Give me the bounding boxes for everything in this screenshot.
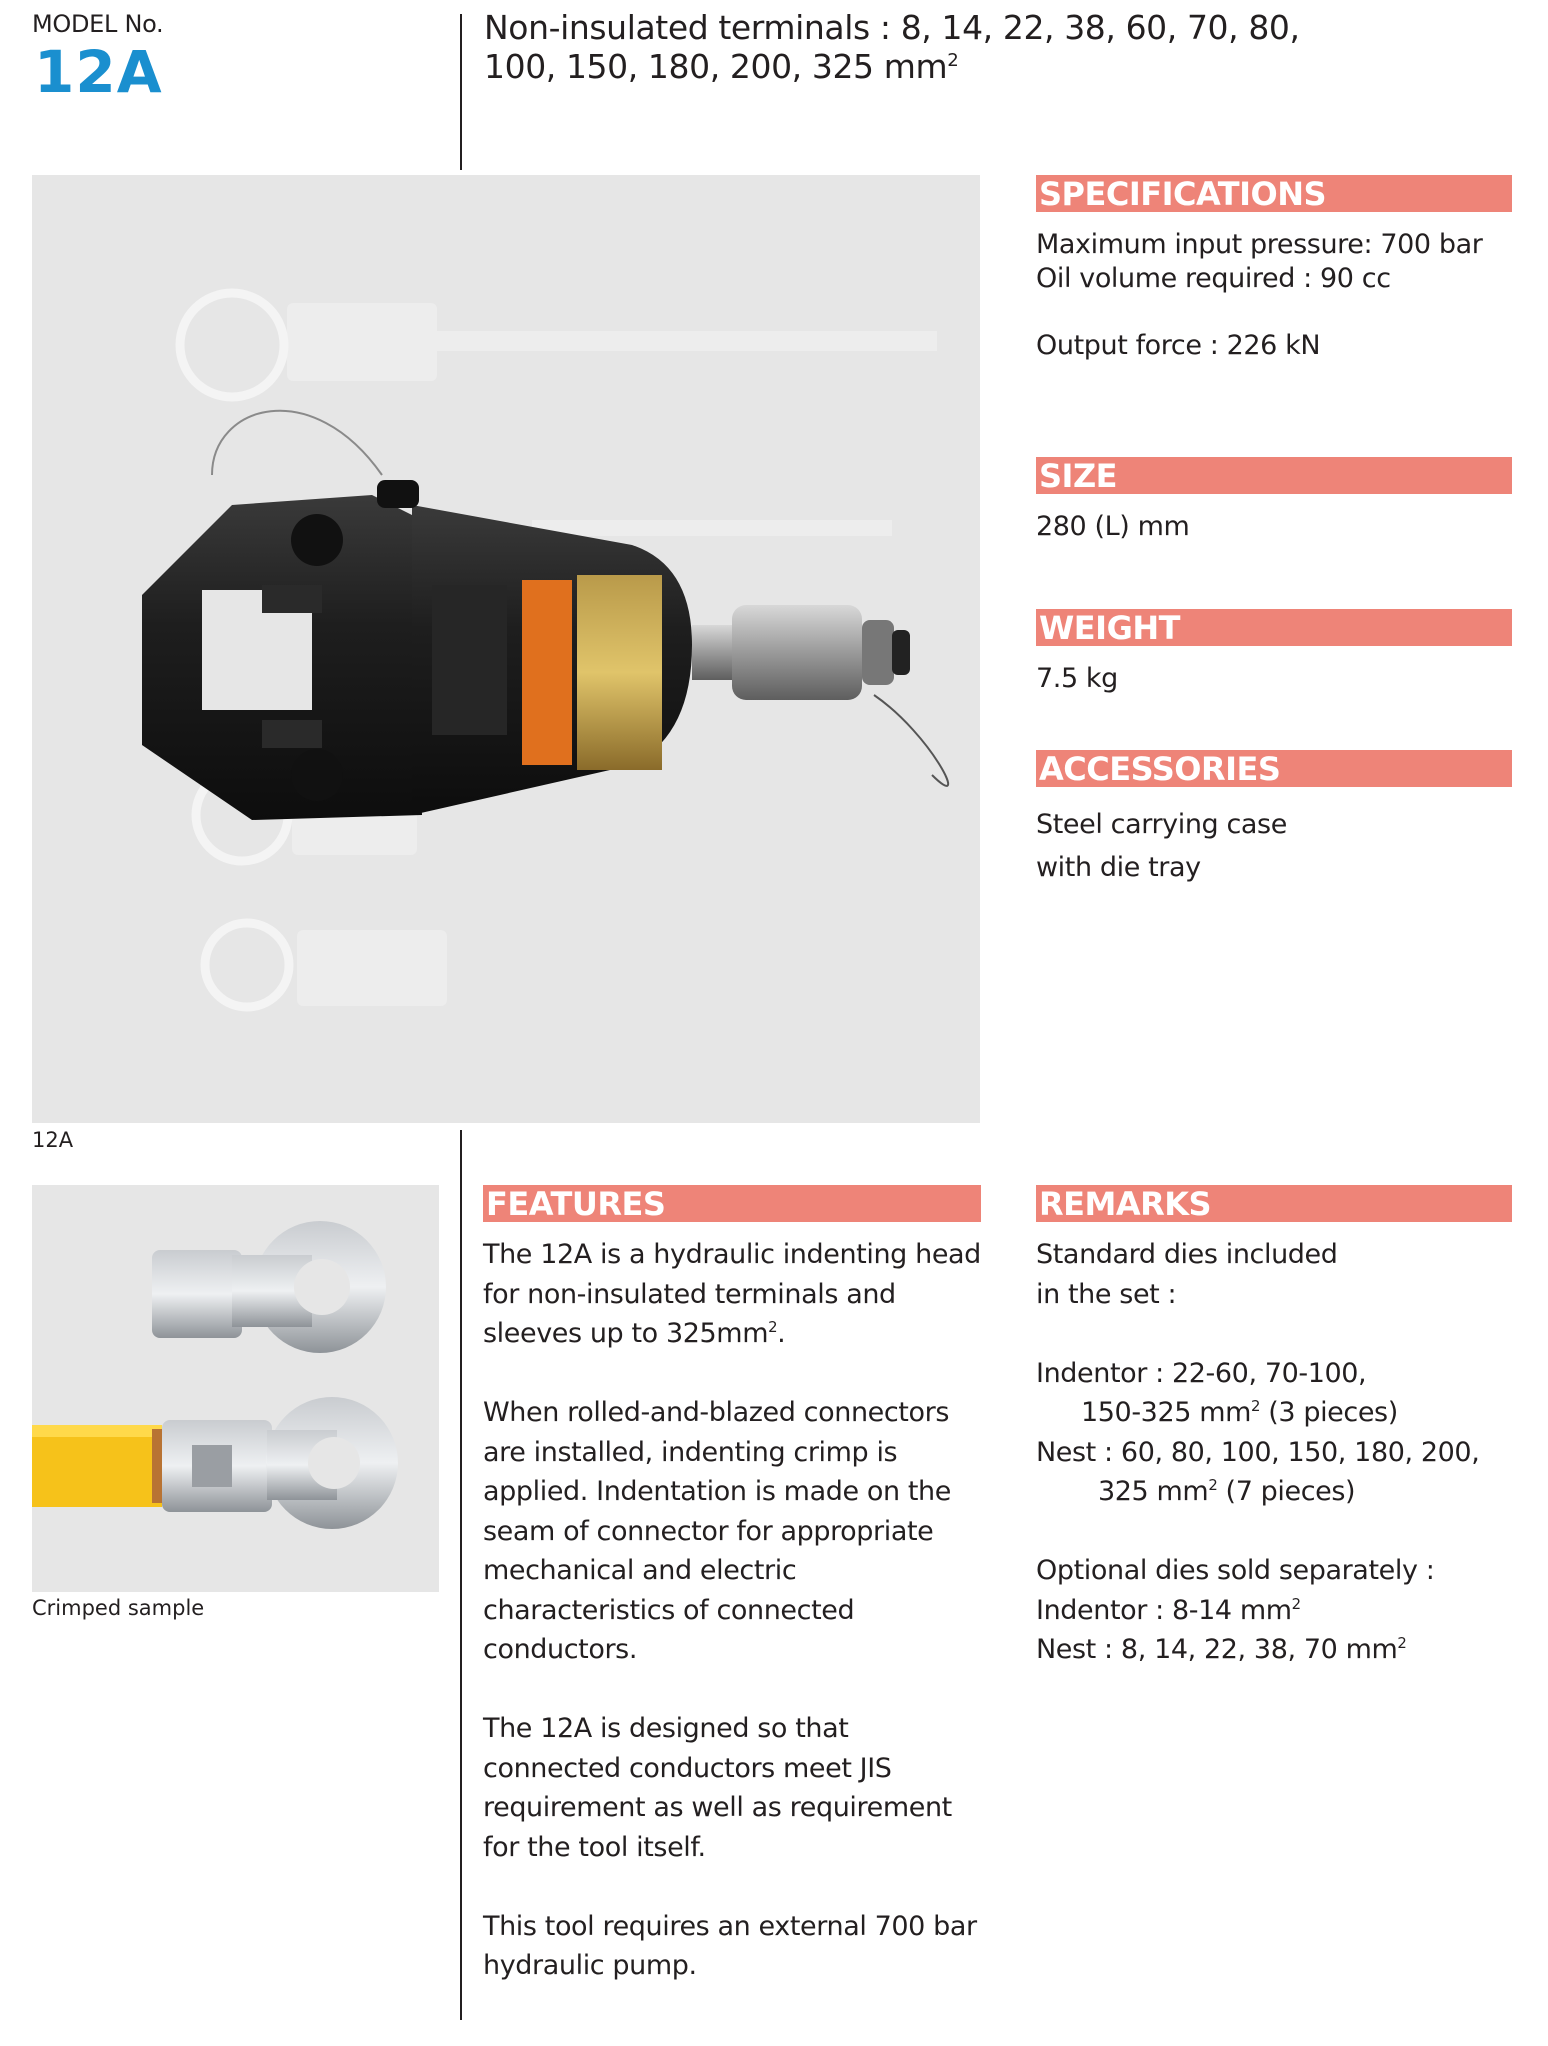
weight-heading: WEIGHT [1036, 609, 1512, 646]
specifications-body [1036, 228, 1516, 296]
remarks-indentor-line-1: Indentor : 22-60, 70-100, [1036, 1357, 1367, 1389]
crimped-lug-illustration [32, 1185, 439, 1592]
sample-caption: Crimped sample [32, 1596, 205, 1620]
features-paragraph-4: This tool requires an external 700 bar hydraulic pump. [483, 1910, 977, 1981]
remarks-optional-line: Optional dies sold separately : [1036, 1555, 1435, 1586]
remarks-indentor-line-2 [1036, 1393, 1516, 1433]
tool-photo [32, 175, 980, 1123]
accessories-line-1: Steel carrying case [1036, 809, 1287, 840]
header-divider [460, 14, 462, 170]
remarks-sup-4: 2 [1397, 1634, 1407, 1652]
remarks-standard-line-1: Standard dies included [1036, 1239, 1338, 1270]
terminals-unit-sup: 2 [947, 50, 959, 71]
accessories-line-2: with die tray [1036, 852, 1201, 883]
remarks-sup-2: 2 [1208, 1476, 1218, 1494]
lower-divider [460, 1130, 462, 2020]
spec-oil-volume: Oil volume required : 90 cc [1036, 263, 1391, 294]
spec-output-force: Output force : 226 kN [1036, 330, 1321, 361]
features-paragraph-2: When rolled-and-blazed connectors are installed, indenting crimp is applied. Indentation is made on the seam of connector for appropriate mechanical and electric characteristics of connected conductors. [483, 1397, 951, 1665]
specifications-heading: SPECIFICATIONS [1036, 175, 1512, 212]
remarks-sup-1: 2 [1251, 1397, 1261, 1415]
features-p1-sup: 2 [768, 1318, 778, 1336]
remarks-optional-indentor-text: Indentor : 8-14 mm [1036, 1594, 1292, 1626]
remarks-optional-nest [1036, 1630, 1516, 1670]
tool-caption: 12A [32, 1128, 74, 1152]
features-heading: FEATURES [483, 1185, 981, 1222]
size-heading: SIZE [1036, 457, 1512, 494]
remarks-indentor-range: 150-325 mm [1081, 1397, 1251, 1428]
terminals-line-1: Non-insulated terminals : 8, 14, 22, 38, 60, 70, 80, [484, 8, 1300, 47]
features-p1-end: . [777, 1318, 786, 1349]
model-label: MODEL No. [32, 10, 164, 38]
features-paragraph-1 [483, 1235, 988, 1354]
remarks-sup-3: 2 [1291, 1594, 1301, 1613]
remarks-nest-line-2 [1036, 1472, 1516, 1512]
features-paragraph-3: The 12A is designed so that connected conductors meet JIS requirement as well as requirement for the tool itself. [483, 1713, 952, 1863]
remarks-indentor-count: (3 pieces) [1260, 1397, 1398, 1428]
remarks-nest-count: (7 pieces) [1217, 1476, 1356, 1507]
accessories-heading: ACCESSORIES [1036, 750, 1512, 787]
remarks-nest-line-1: Nest : 60, 80, 100, 150, 180, 200, [1036, 1436, 1480, 1468]
model-number: 12A [34, 38, 163, 106]
remarks-optional-indentor [1036, 1591, 1516, 1631]
terminals-list [484, 8, 1484, 86]
crimped-sample-photo [32, 1185, 439, 1592]
remarks-body [1036, 1235, 1516, 1670]
remarks-optional-nest-text: Nest : 8, 14, 22, 38, 70 mm [1036, 1634, 1398, 1665]
remarks-heading: REMARKS [1036, 1185, 1512, 1222]
terminals-line-2: 100, 150, 180, 200, 325 mm [484, 47, 948, 86]
remarks-standard-line-2: in the set : [1036, 1278, 1177, 1310]
size-value: 280 (L) mm [1036, 511, 1190, 542]
features-body [483, 1235, 988, 2025]
weight-value: 7.5 kg [1036, 663, 1118, 694]
remarks-nest-size: 325 mm [1098, 1476, 1209, 1507]
crimping-head-illustration [32, 175, 980, 1123]
accessories-body [1036, 803, 1287, 889]
spec-max-pressure: Maximum input pressure: 700 bar [1036, 229, 1483, 260]
features-p1-text: The 12A is a hydraulic indenting head for non-insulated terminals and sleeves up to 325mm [483, 1239, 981, 1349]
